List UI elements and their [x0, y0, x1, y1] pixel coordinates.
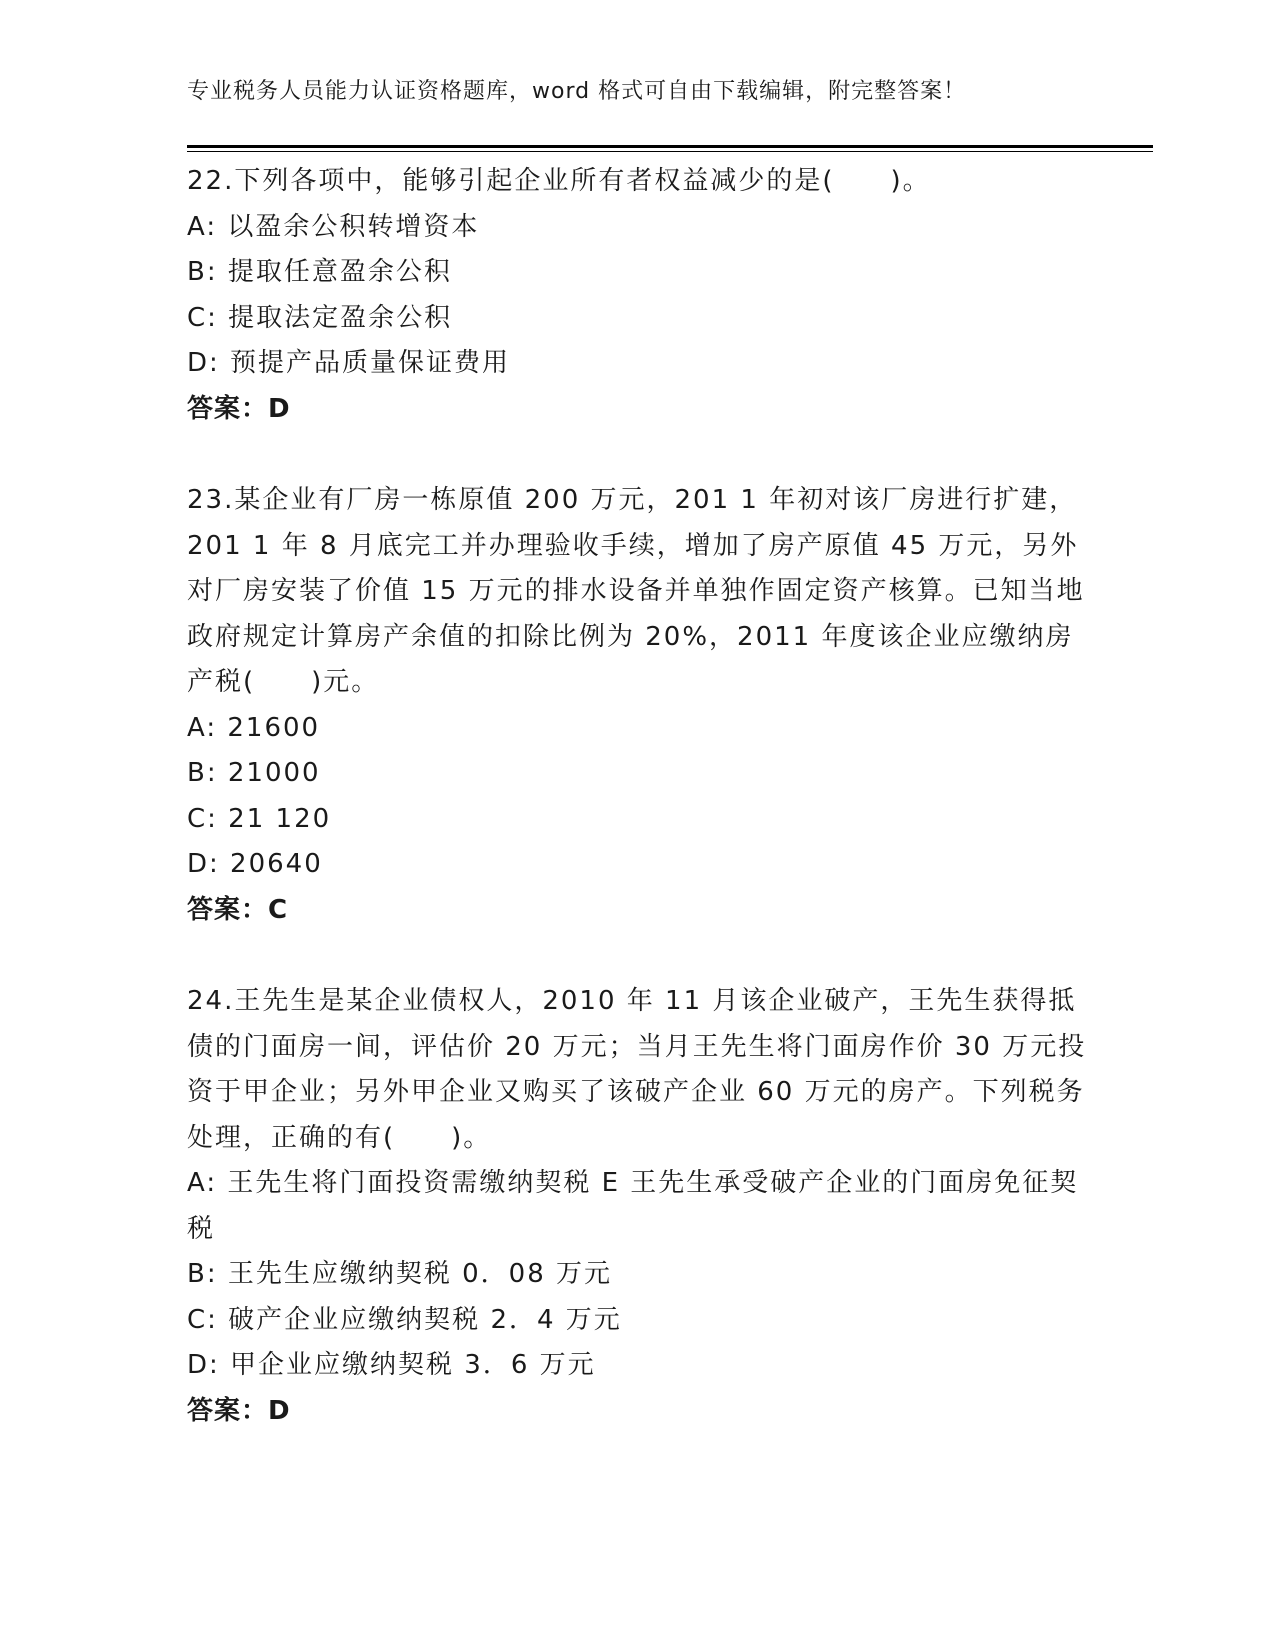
option-c: C: 21 120 [187, 803, 332, 834]
option-d: D: 甲企业应缴纳契税 3．6 万元 [187, 1350, 596, 1380]
question-stem: 22.下列各项中，能够引起企业所有者权益减少的是( )。 [187, 166, 931, 196]
question-stem: 24.王先生是某企业债权人，2010 年 11 月该企业破产，王先生获得抵债的门面房一间，评估价 20 万元；当月王先生将门面房作价 30 万元投资于甲企业；另外甲企业又购买了该破产企业 60 万元的房产。下列税务处理，正确的有( )。 [187, 986, 1087, 1153]
header-text: 专业税务人员能力认证资格题库，word 格式可自由下载编辑，附完整答案！ [187, 79, 967, 104]
option-a: A: 以盈余公积转增资本 [187, 211, 480, 242]
option-a: A: 王先生将门面投资需缴纳契税 E 王先生承受破产企业的门面房免征契税 [187, 1168, 1079, 1244]
question-22 [187, 159, 1087, 432]
answer: 答案：D [187, 393, 291, 424]
answer: 答案：D [187, 1395, 291, 1426]
option-b: B: 提取任意盈余公积 [187, 257, 452, 287]
question-24 [187, 979, 1087, 1434]
answer: 答案：C [187, 894, 289, 925]
question-23 [187, 478, 1087, 933]
option-b: B: 王先生应缴纳契税 0．08 万元 [187, 1259, 613, 1289]
option-a: A: 21600 [187, 712, 321, 743]
header-rule-thick [187, 145, 1153, 148]
option-d: D: 20640 [187, 849, 323, 879]
option-d: D: 预提产品质量保证费用 [187, 348, 511, 378]
option-b: B: 21000 [187, 758, 321, 788]
question-stem: 23.某企业有厂房一栋原值 200 万元，201 1 年初对该厂房进行扩建，201 1 年 8 月底完工并办理验收手续，增加了房产原值 45 万元，另外对厂房安装了价值 15 万元的排水设备并单独作固定资产核算。已知当地政府规定计算房产余值的扣除比例为 20%，2011 年度该企业应缴纳房产税( )元。 [187, 485, 1085, 697]
option-c: C: 破产企业应缴纳契税 2．4 万元 [187, 1304, 622, 1335]
header-rule-thin [187, 151, 1153, 152]
question-list [187, 159, 1087, 1480]
option-c: C: 提取法定盈余公积 [187, 302, 453, 333]
